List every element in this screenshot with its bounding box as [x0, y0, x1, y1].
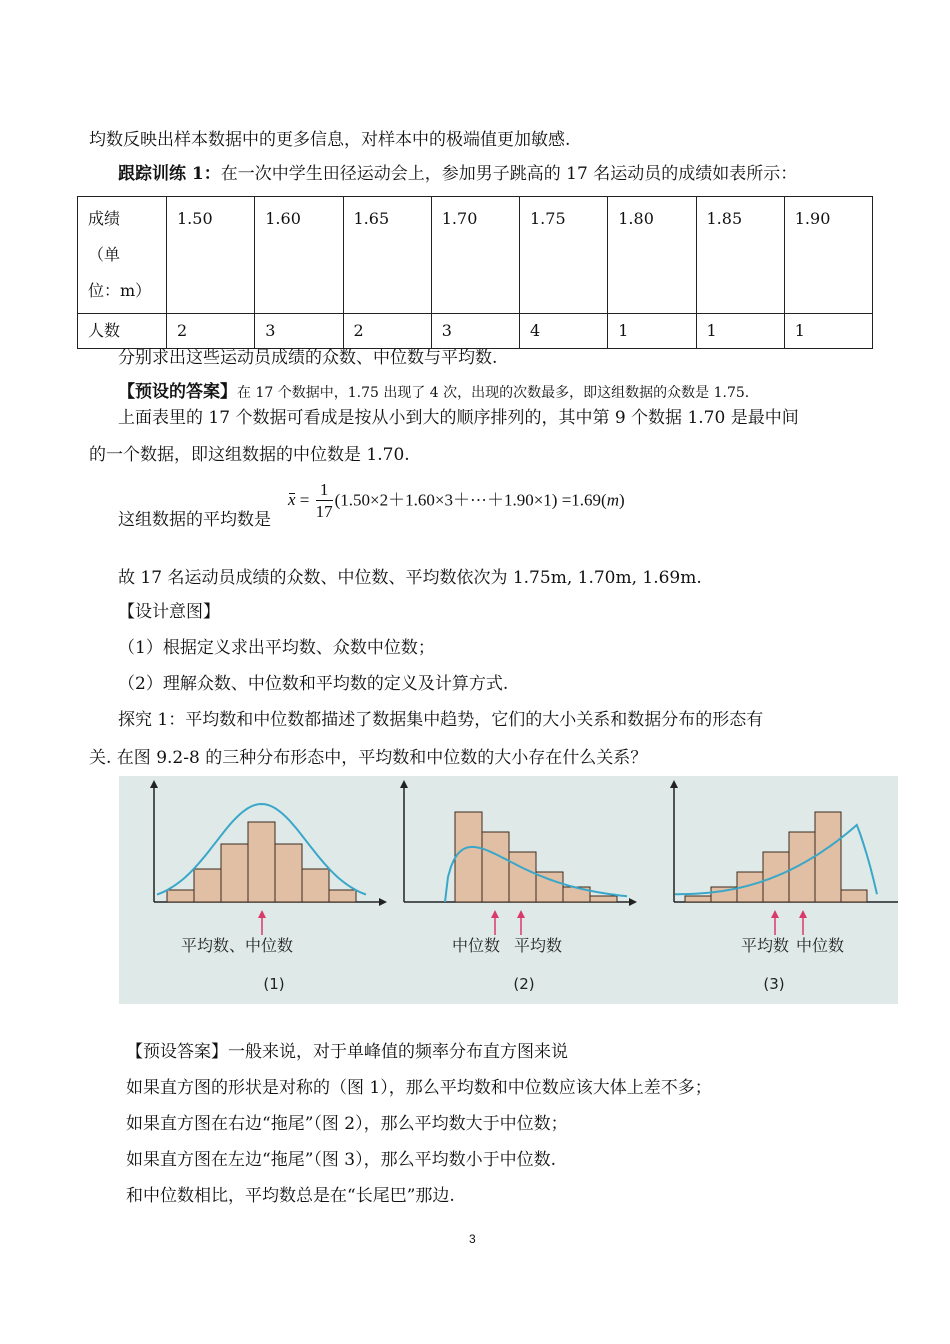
answer-line-3: 的一个数据，即这组数据的中位数是 1.70. — [89, 445, 410, 465]
count-cell: 1 — [696, 314, 784, 349]
intro-line: 均数反映出样本数据中的更多信息，对样本中的极端值更加敏感. — [89, 130, 571, 150]
score-header-part: 位：m） — [88, 281, 152, 300]
fig3-left-label: 平均数 — [740, 936, 790, 955]
count-cell: 2 — [167, 314, 255, 349]
question-line: 分别求出这些运动员成绩的众数、中位数与平均数. — [118, 348, 498, 368]
score-cell: 1.50 — [167, 197, 255, 314]
histogram-bar — [789, 832, 815, 902]
y-axis-arrow-icon — [400, 780, 408, 788]
histogram-plots — [150, 780, 898, 935]
fraction — [316, 480, 333, 523]
y-axis-arrow-icon — [670, 780, 678, 788]
explore-line-1: 探究 1：平均数和中位数都描述了数据集中趋势，它们的大小关系和数据分布的形态有 — [118, 710, 764, 730]
count-cell: 4 — [520, 314, 608, 349]
histogram-bar — [221, 844, 248, 902]
histogram-bar — [841, 890, 867, 902]
histogram-bar — [509, 852, 536, 902]
score-cell: 1.70 — [431, 197, 519, 314]
fig1-label: 平均数、中位数 — [180, 936, 294, 955]
histogram-bar — [329, 890, 356, 902]
scores-table — [77, 196, 873, 349]
histogram-bar — [482, 832, 509, 902]
count-cell: 1 — [608, 314, 696, 349]
fraction-numerator: 1 — [316, 480, 333, 501]
count-cell: 1 — [784, 314, 872, 349]
fig2-left-label: 中位数 — [451, 936, 501, 955]
exercise-line — [118, 162, 797, 186]
histogram-bar — [590, 896, 617, 902]
count-cell: 3 — [431, 314, 519, 349]
score-cell: 1.85 — [696, 197, 784, 314]
score-cell: 1.60 — [255, 197, 343, 314]
score-header-part: 成绩 — [88, 209, 121, 228]
up-arrow-icon — [799, 910, 807, 918]
histogram-bar — [275, 844, 302, 902]
fraction-denominator: 17 — [315, 502, 333, 521]
preset-line-3: 如果直方图在右边“拖尾”（图 2），那么平均数大于中位数； — [126, 1114, 568, 1134]
conclusion-line: 故 17 名运动员成绩的众数、中位数、平均数依次为 1.75m, 1.70m, 1.69m. — [118, 568, 702, 588]
up-arrow-icon — [517, 910, 525, 918]
fig2-right-label: 平均数 — [513, 936, 563, 955]
up-arrow-icon — [491, 910, 499, 918]
fig2-caption: (2) — [513, 975, 535, 993]
x-axis-arrow-icon — [629, 898, 637, 906]
histogram-bar — [248, 822, 275, 902]
design-label: 【设计意图】 — [118, 602, 220, 622]
formula-expression: (1.50×2＋1.60×3＋···＋1.90×1) =1.69( — [334, 490, 607, 510]
score-cell: 1.90 — [784, 197, 872, 314]
preset-line-2: 如果直方图的形状是对称的（图 1），那么平均数和中位数应该大体上差不多； — [126, 1078, 712, 1098]
preset-line-1 — [126, 1040, 568, 1064]
score-header-part: （单 — [88, 245, 121, 264]
up-arrow-icon — [771, 910, 779, 918]
design-item-1: （1）根据定义求出平均数、众数中位数； — [118, 638, 435, 658]
x-bar-symbol: x — [288, 490, 296, 510]
answer-line-2: 上面表里的 17 个数据可看成是按从小到大的顺序排列的，其中第 9 个数据 1.70 是最中间 — [118, 408, 799, 428]
page-number: 3 — [469, 1232, 476, 1246]
fig3-caption: (3) — [763, 975, 785, 993]
mean-prefix: 这组数据的平均数是 — [118, 510, 271, 530]
histogram-bar — [194, 869, 221, 902]
score-cell: 1.80 — [608, 197, 696, 314]
table-row — [78, 197, 873, 314]
count-cell: 2 — [343, 314, 431, 349]
equals-sign: = — [299, 490, 310, 510]
design-item-2: （2）理解众数、中位数和平均数的定义及计算方式. — [118, 674, 509, 694]
score-cell: 1.75 — [520, 197, 608, 314]
histogram-bar — [302, 869, 329, 902]
histogram-bar — [685, 896, 711, 902]
up-arrow-icon — [258, 910, 266, 918]
score-cell: 1.65 — [343, 197, 431, 314]
histogram-bar — [167, 890, 194, 902]
count-cell: 3 — [255, 314, 343, 349]
answer-line-1 — [118, 380, 749, 405]
count-header-cell: 人数 — [78, 314, 167, 349]
exercise-text: 在一次中学生田径运动会上，参加男子跳高的 17 名运动员的成绩如表所示： — [220, 164, 798, 184]
histogram-figure — [119, 776, 898, 1004]
formula-close: ) — [619, 490, 625, 510]
preset-line-5: 和中位数相比，平均数总是在“长尾巴”那边. — [126, 1186, 455, 1206]
preset-line-4: 如果直方图在左边“拖尾”（图 3），那么平均数小于中位数. — [126, 1150, 557, 1170]
histogram-bar — [815, 812, 841, 902]
fig3-right-label: 中位数 — [795, 936, 845, 955]
score-header-cell — [78, 197, 167, 314]
explore-line-2: 关. 在图 9.2-8 的三种分布形态中，平均数和中位数的大小存在什么关系？ — [89, 748, 648, 768]
formula-unit: m — [606, 490, 619, 510]
histogram-bar — [455, 812, 482, 902]
answer-text-1: 在 17 个数据中，1.75 出现了 4 次，出现的次数最多，即这组数据的众数是 1.75. — [237, 385, 750, 401]
preset-text-1: 一般来说，对于单峰值的频率分布直方图来说 — [228, 1042, 568, 1062]
table-row — [78, 314, 873, 349]
x-axis-arrow-icon — [379, 898, 387, 906]
preset-label: 【预设答案】 — [126, 1042, 228, 1062]
answer-label: 【预设的答案】 — [118, 382, 237, 402]
mean-formula — [288, 480, 625, 523]
histogram-svg — [119, 776, 898, 1004]
y-axis-arrow-icon — [150, 780, 158, 788]
exercise-label: 跟踪训练 1： — [118, 164, 221, 184]
fig1-caption: (1) — [263, 975, 285, 993]
